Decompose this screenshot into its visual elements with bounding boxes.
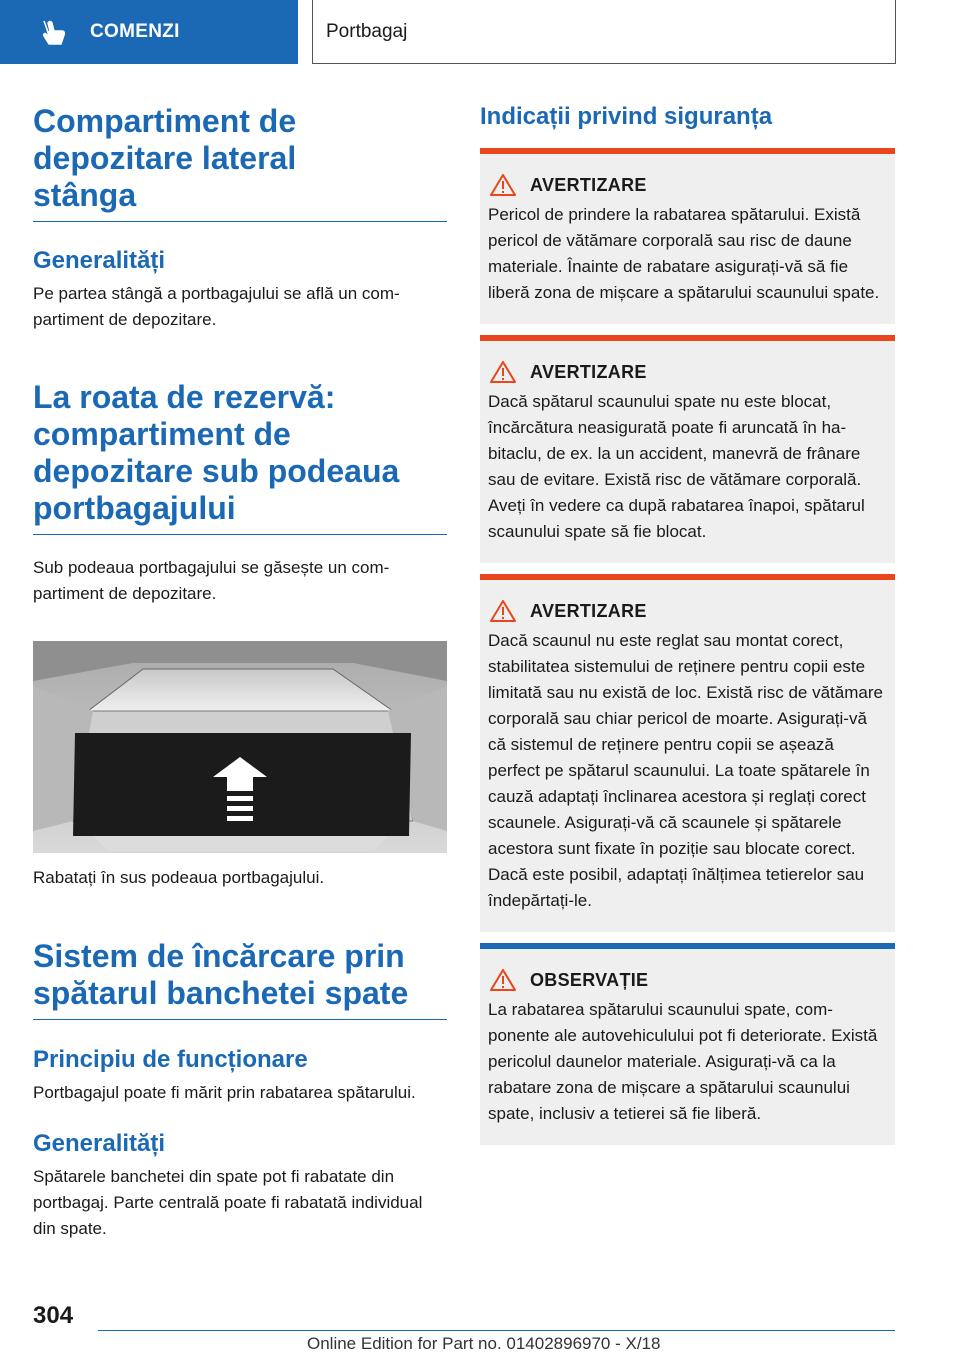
paragraph-general: Spătarele banchetei din spate pot fi rabatate din portbagaj. Parte centrală poate fi rabatată individual din spate. [33,1167,423,1238]
heading-side-compartment: Compartiment de depozitare lateral stânga [33,103,297,213]
section-tab[interactable] [0,0,298,64]
heading-rule [33,534,447,535]
warning-triangle-icon [490,360,516,384]
footer-rule [98,1330,895,1331]
subheading-principle: Principiu de funcționare [33,1046,308,1073]
warning-title: AVERTIZARE [530,361,647,382]
warning-box [480,148,895,324]
hand-pointer-icon [38,17,68,47]
page-header [312,0,896,64]
heading-spare-wheel: La roata de rezervă: compartiment de depozitare sub podeaua portbagajului [33,379,400,526]
subheading-general-2: Generalități [33,1130,166,1157]
paragraph-side-compartment: Pe partea stângă a portbagajului se află un compartiment de depozitare. [33,284,400,329]
heading-rule [33,221,447,222]
warning-triangle-icon [490,173,516,197]
heading-rule [33,1019,447,1020]
warning-box [480,335,895,563]
warning-text: Pericol de prindere la rabatarea spătarului. Există pericol de vătămare corporală sau risc de daune materiale. Înainte de rabatare asigurați-vă să fie liberă zona de mișcare a spătarului scaunului spate. [488,205,880,302]
right-column [480,103,895,1145]
note-box [480,943,895,1145]
left-column [33,103,447,1242]
paragraph-under-floor: Sub podeaua portbagajului se găsește un compartiment de depozitare. [33,558,390,603]
warning-title: AVERTIZARE [530,174,647,195]
heading-safety: Indicații privind siguranța [480,103,773,130]
warning-title: AVERTIZARE [530,600,647,621]
warning-text: Dacă spătarul scaunului spate nu este blocat, încărcătura neasigurată poate fi aruncată în habitaclu, de ex. la un accident, manevră de frânare sau de evitare. Există risc de vătămare corporală. Aveți în vedere ca după rabatarea înapoi, spătarul scaunului spate să fie blocat. [488,392,865,541]
photo-caption: Rabatați în sus podeaua portbagajului. [33,868,325,887]
note-text: La rabatarea spătarului scaunului spate, componente ale autovehiculului pot fi deteriorate. Există pericolul daunelor materiale. Asigurați-vă ca la rabatare zona de mișcare a spătarului scaunului spate, inclusiv a tetierei să fie liberă. [488,1000,878,1123]
section-tab-label: COMENZI [90,21,180,42]
heading-loading-system: Sistem de încărcare prin spătarul banchetei spate [33,938,409,1011]
warning-text: Dacă scaunul nu este reglat sau montat corect, stabilitatea sistemului de reținere pentru copii este limitată sau nu există de loc. Există risc de vătămare corporală sau chiar pericol de moarte. Asigurați-vă că sistemul de reținere pentru copii se așează perfect pe spătarul scaunului. La toate spătarele în cauză adaptați înclinarea acestora și reglați corect scaunele. Asigurați-vă că scaunele și spătarele acestora sunt fixate în poziție sau blocate corect. Dacă este posibil, adaptați înălțimea tetierelor sau îndepărtați-le. [488,631,883,910]
warning-triangle-icon [490,968,516,992]
warning-box [480,574,895,932]
warning-triangle-icon [490,599,516,623]
subheading-general: Generalități [33,247,166,274]
edition-text: Online Edition for Part no. 01402896970 - X/18 [307,1334,661,1353]
paragraph-principle: Portbagajul poate fi mărit prin rabatarea spătarului. [33,1083,416,1102]
page-number: 304 [33,1302,74,1329]
page-title: Portbagaj [326,20,408,42]
trunk-floor-photo [33,641,447,853]
note-title: OBSERVAȚIE [530,969,649,990]
